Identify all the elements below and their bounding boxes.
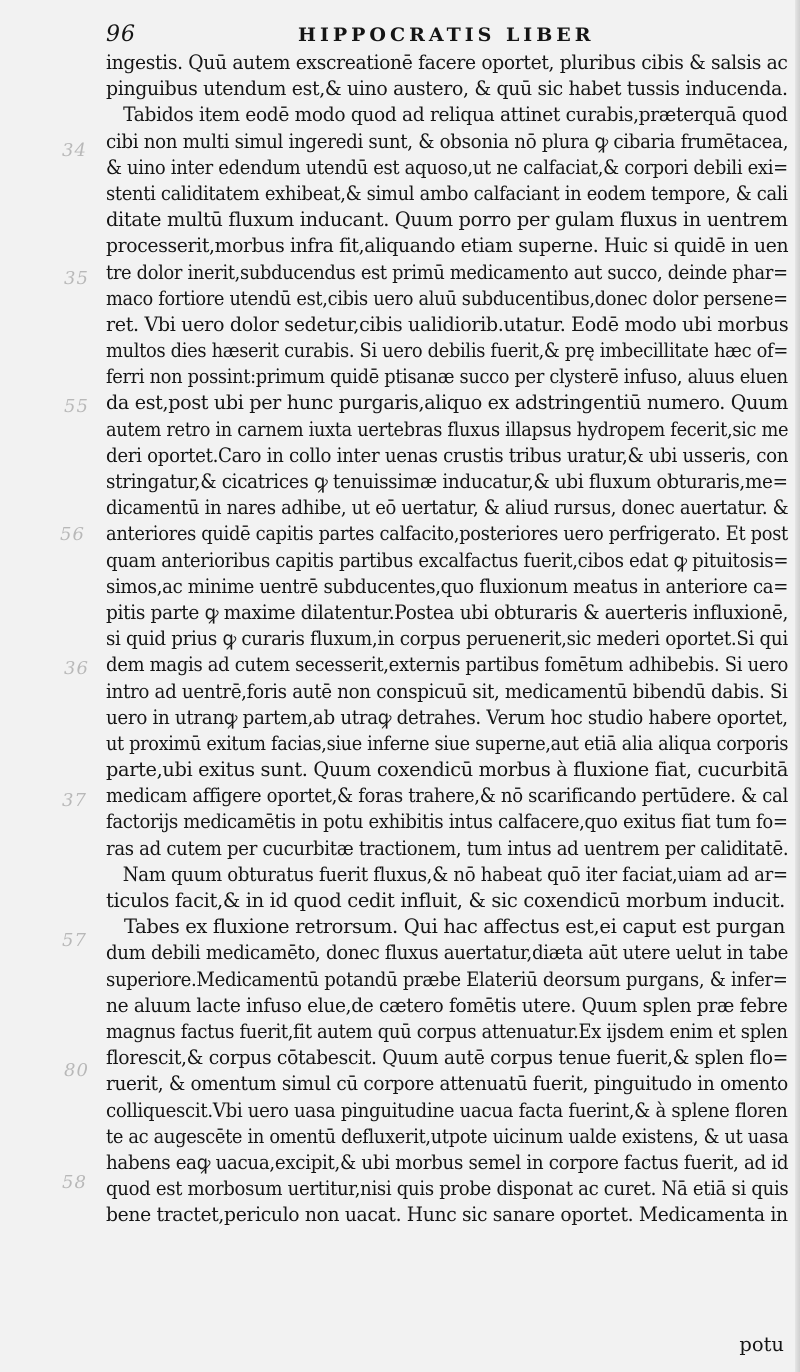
- text-line: pinguibus utendum est,& uino austero, & quū sic habet tussis inducenda.: [106, 77, 788, 101]
- text-line: multos dies hæserit curabis. Si uero debilis fuerit,& prę imbecillitate hæc of=: [106, 339, 788, 363]
- text-line: quam anterioribus capitis partibus excalfactus fuerit,cibos edat ꝙ pituitosis=: [106, 548, 789, 572]
- text-line: bene tractet,periculo non uacat. Hunc sic sanare oportet. Medicamenta in: [106, 1203, 788, 1227]
- margin-note: 80: [64, 1060, 89, 1081]
- text-line: medicam affigere oportet,& foras trahere,& nō scarificando pertūdere. & cal: [106, 784, 788, 808]
- body-text: [106, 50, 790, 1228]
- text-line: stringatur,& cicatrices ꝙ tenuissimæ inducatur,& ubi fluxum obturaris,me=: [106, 470, 788, 493]
- text-line: anteriores quidē capitis partes calfacito,posteriores uero perfrigerato. Et post: [106, 522, 788, 546]
- text-line: florescit,& corpus cōtabescit. Quum autē corpus tenue fuerit,& splen flo=: [106, 1046, 789, 1070]
- text-line: Tabidos item eodē modo quod ad reliqua attinet curabis,præterquā quod: [123, 103, 788, 127]
- text-line: ruerit, & omentum simul cū corpore attenuatū fuerit, pinguitudo in omento: [106, 1072, 788, 1096]
- page-edge: [795, 0, 800, 1372]
- text-line: magnus factus fuerit,fit autem quū corpus attenuatur.Ex ijsdem enim et splen: [106, 1019, 788, 1043]
- text-line: ne aluum lacte infuso elue,de cætero fomētis utere. Quum splen præ febre: [106, 993, 788, 1017]
- margin-note: 55: [64, 396, 89, 417]
- page-number: 96: [106, 22, 136, 47]
- text-line: quod est morbosum uertitur,nisi quis probe disponat ac curet. Nā etiā si quis: [106, 1177, 789, 1201]
- text-line: simos,ac minime uentrē subducentes,quo fluxionum meatus in anteriore ca=: [106, 574, 789, 598]
- text-line: superiore.Medicamentū potandū præbe Elateriū deorsum purgans, & infer=: [106, 967, 788, 991]
- text-line: te ac augescēte in omentū defluxerit,utpote uicinum ualde existens, & ut uasa: [106, 1124, 789, 1148]
- margin-note: 57: [62, 930, 87, 951]
- text-line: cibi non multi simul ingeredi sunt, & obsonia nō plura ꝙ cibaria frumētacea,: [106, 129, 789, 153]
- text-line: & uino inter edendum utendū est aquoso,ut ne calfaciat,& corpori debili exi=: [106, 155, 788, 179]
- text-line: habens eaꝙ uacua,excipit,& ubi morbus semel in corpore factus fuerit, ad id: [106, 1150, 789, 1174]
- text-line: deri oportet.Caro in collo inter uenas crustis tribus uratur,& ubi usseris, con: [106, 443, 789, 467]
- text-line: tre dolor inerit,subducendus est primū medicamento aut succo, deinde phar=: [106, 260, 788, 284]
- text-line: colliquescit.Vbi uero uasa pinguitudine uacua facta fuerint,& à splene floren: [106, 1098, 788, 1122]
- text-line: intro ad uentrē,foris autē non conspicuū sit, medicamentū bibendū dabis. Si: [106, 679, 788, 703]
- running-head: HIPPOCRATIS LIBER: [298, 24, 595, 46]
- text-line: pitis parte ꝙ maxime dilatentur.Postea ubi obturaris & auerteris influxionē,: [106, 600, 789, 624]
- text-line: Nam quum obturatus fuerit fluxus,& nō habeat quō iter faciat,uiam ad ar=: [122, 862, 788, 886]
- text-line: autem retro in carnem iuxta uertebras fluxus illapsus hydropem fecerit,sic me: [106, 417, 789, 441]
- text-line: processerit,morbus infra fit,aliquando etiam superne. Huic si quidē in uen: [106, 234, 789, 258]
- text-line: ut proximū exitum facias,siue inferne siue superne,aut etiā alia aliqua corporis: [106, 731, 789, 755]
- text-line: Tabes ex fluxione retrorsum. Qui hac affectus est,ei caput est purgan: [124, 915, 785, 939]
- text-line: parte,ubi exitus sunt. Quum coxendicū morbus à fluxione fiat, cucurbitā: [106, 758, 789, 782]
- margin-note: 34: [62, 140, 87, 161]
- text-line: factorijs medicamētis in potu exhibitis intus calfacere,quo exitus fiat tum fo=: [106, 810, 788, 834]
- text-line: ferri non possint:primum quidē ptisanæ succo per clysterē infuso, aluus eluen: [106, 365, 788, 389]
- margin-note: 35: [64, 268, 89, 289]
- text-line: si quid prius ꝙ curaris fluxum,in corpus peruenerit,sic mederi oportet.Si qui: [106, 627, 788, 651]
- text-line: dem magis ad cutem secesserit,externis partibus fomētum adhibebis. Si uero: [106, 653, 788, 677]
- text-line: da est,post ubi per hunc purgaris,aliquo ex adstringentiū numero. Quum: [106, 391, 788, 415]
- margin-note: 56: [60, 524, 85, 545]
- text-line: dum debili medicamēto, donec fluxus auertatur,diæta aūt utere uelut in tabe: [106, 941, 789, 965]
- text-line: stenti caliditatem exhibeat,& simul ambo calfaciant in eodem tempore, & cali: [106, 181, 788, 205]
- margin-note: 36: [64, 658, 89, 679]
- margin-note: 58: [62, 1172, 87, 1193]
- text-line: ret. Vbi uero dolor sedetur,cibis ualidiorib.utatur. Eodē modo ubi morbus: [106, 312, 789, 336]
- text-line: ras ad cutem per cucurbitæ tractionem, tum intus ad uentrem per caliditatē.: [106, 836, 789, 860]
- text-line: uero in utranꝙ partem,ab utraꝙ detrahes. Verum hoc studio habere oportet,: [106, 705, 788, 729]
- catchword: potu: [739, 1333, 784, 1356]
- text-line: maco fortiore utendū est,cibis uero aluū subducentibus,donec dolor persene=: [106, 286, 788, 310]
- text-line: dicamentū in nares adhibe, ut eō uertatur, & aliud rursus, donec auertatur. &: [106, 496, 789, 520]
- text-line: ingestis. Quū autem exscreationē facere oportet, pluribus cibis & salsis ac: [106, 51, 788, 74]
- margin-note: 37: [62, 790, 87, 811]
- text-line: ticulos facit,& in id quod cedit influit, & sic coxendicū morbum inducit.: [106, 889, 786, 912]
- text-line: ditate multū fluxum inducant. Quum porro per gulam fluxus in uentrem: [106, 208, 788, 232]
